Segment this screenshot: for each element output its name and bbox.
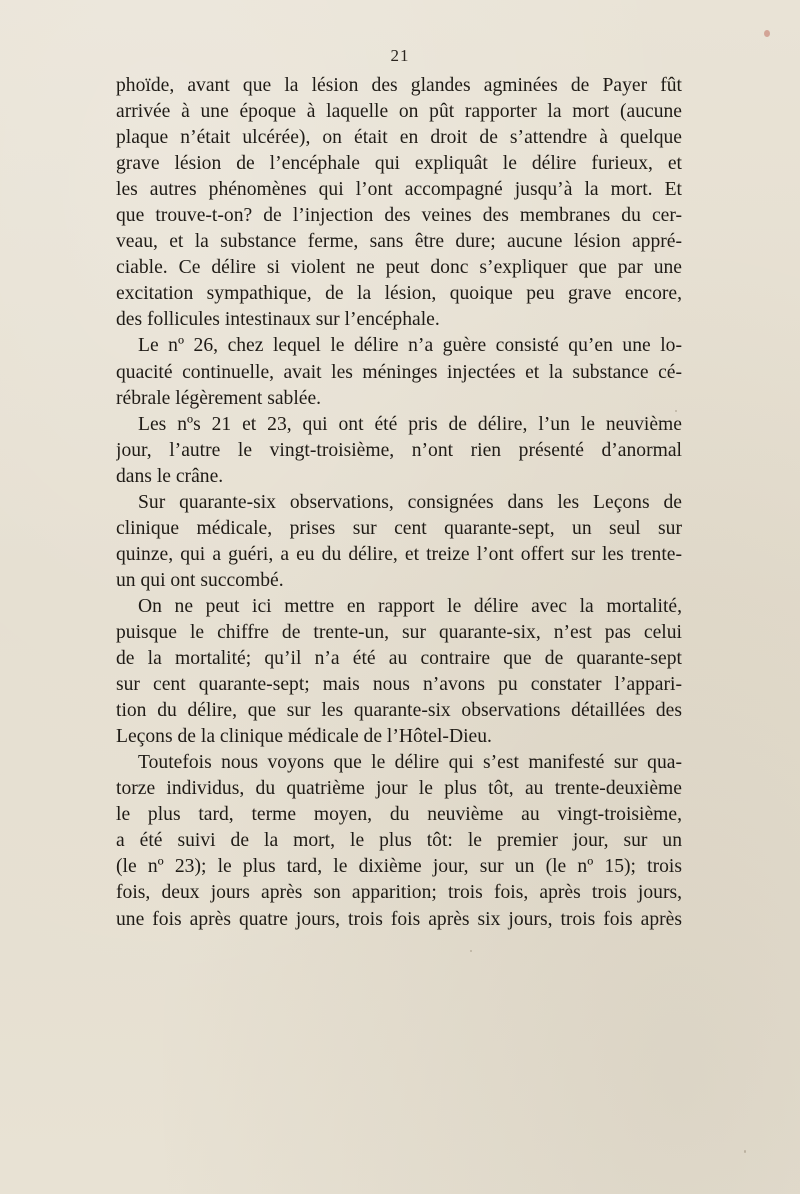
text-line: plaque n’était ulcérée), on était en droit de s’attendre à quelque — [116, 127, 682, 149]
text-line: Les nºs 21 et 23, qui ont été pris de délire, l’un le neuvième — [138, 413, 682, 435]
text-line: quacité continuelle, avait les méninges injectées et la substance cé- — [116, 361, 682, 383]
text-line: des follicules intestinaux sur l’encéphale. — [116, 309, 440, 331]
text-line: Le nº 26, chez lequel le délire n’a guère consisté qu’en une lo- — [138, 335, 682, 357]
text-line: rébrale légèrement sablée. — [116, 387, 322, 409]
text-line: ciable. Ce délire si violent ne peut donc s’expliquer que par une — [116, 257, 682, 279]
text-line: puisque le chiffre de trente-un, sur quarante-six, n’est pas celui — [116, 621, 682, 643]
text-line: fois, deux jours après son apparition; trois fois, après trois jours, — [116, 882, 682, 904]
text-line: a été suivi de la mort, le plus tôt: le premier jour, sur un — [116, 830, 682, 852]
text-line: le plus tard, terme moyen, du neuvième au vingt-troisième, — [116, 804, 682, 826]
text-line: Sur quarante-six observations, consignées dans les Leçons de — [138, 491, 682, 513]
stain-mark — [764, 30, 770, 37]
text-line: sur cent quarante-sept; mais nous n’avons pu constater l’appari- — [116, 674, 682, 696]
text-line: clinique médicale, prises sur cent quarante-sept, un seul sur — [116, 517, 682, 539]
stain-mark — [470, 950, 472, 952]
body-text — [116, 73, 682, 933]
text-line: Leçons de la clinique médicale de l’Hôtel-Dieu. — [116, 726, 492, 748]
text-line: arrivée à une époque à laquelle on pût rapporter la mort (aucune — [116, 101, 682, 123]
text-line: les autres phénomènes qui l’ont accompagné jusqu’à la mort. Et — [116, 179, 682, 201]
text-line: veau, et la substance ferme, sans être dure; aucune lésion appré- — [116, 231, 682, 253]
text-line: tion du délire, que sur les quarante-six observations détaillées des — [116, 700, 682, 722]
text-line: torze individus, du quatrième jour le plus tôt, au trente-deuxième — [116, 778, 682, 800]
text-line: (le nº 23); le plus tard, le dixième jour, sur un (le nº 15); trois — [116, 856, 682, 878]
page-number: 21 — [390, 46, 410, 65]
text-line: On ne peut ici mettre en rapport le délire avec la mortalité, — [138, 595, 682, 617]
text-line: une fois après quatre jours, trois fois après six jours, trois fois après — [116, 908, 682, 930]
text-line: phoïde, avant que la lésion des glandes agminées de Payer fût — [116, 75, 682, 96]
text-line: jour, l’autre le vingt-troisième, n’ont rien présenté d’anormal — [116, 439, 682, 461]
text-line: que trouve-t-on? de l’injection des veines des membranes du cer- — [116, 205, 682, 227]
stain-mark — [744, 1150, 746, 1153]
text-line: grave lésion de l’encéphale qui expliquât le délire furieux, et — [116, 153, 682, 175]
text-line: dans le crâne. — [116, 465, 224, 487]
text-line: excitation sympathique, de la lésion, quoique peu grave encore, — [116, 283, 682, 305]
text-line: quinze, qui a guéri, a eu du délire, et treize l’ont offert sur les trente- — [116, 543, 682, 565]
text-line: un qui ont succombé. — [116, 569, 284, 591]
text-line: de la mortalité; qu’il n’a été au contraire que de quarante-sept — [116, 648, 682, 670]
text-line: Toutefois nous voyons que le délire qui s’est manifesté sur qua- — [138, 752, 682, 774]
